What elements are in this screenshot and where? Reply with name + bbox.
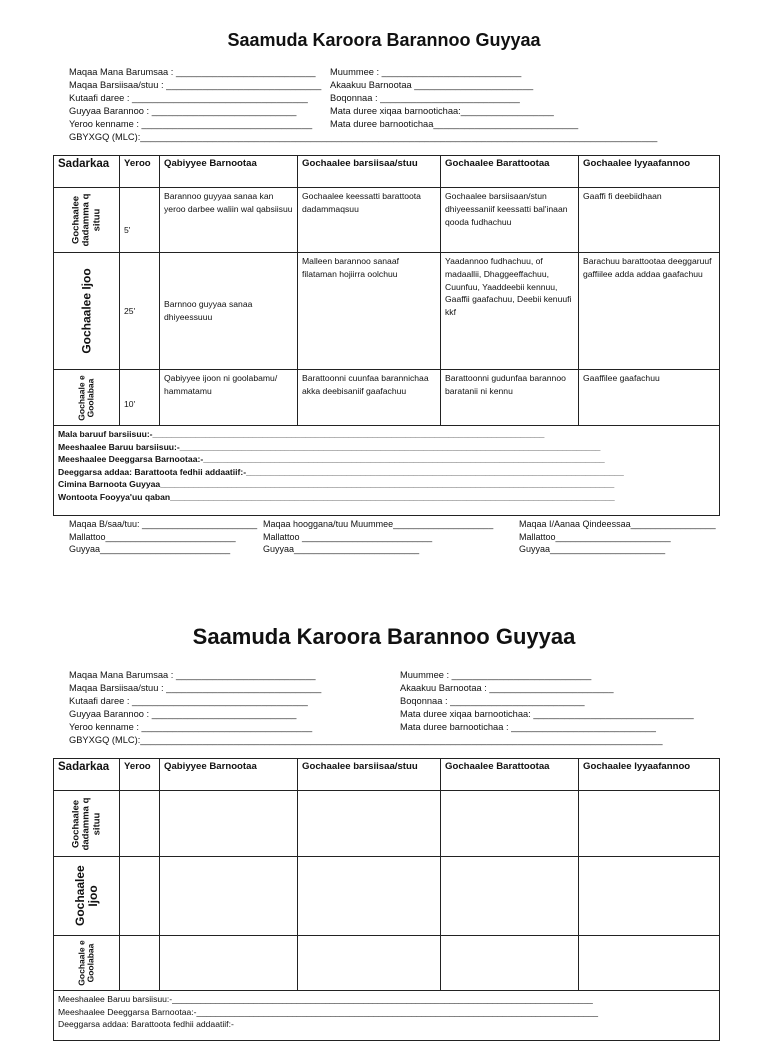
header-student-activities: Gochaalee Barattootaa: [441, 156, 579, 188]
note-support-materials[interactable]: Meeshaalee Deeggarsa Barnootaa:-____________________________________________________________________________________: [58, 454, 605, 465]
field-subject-type[interactable]: Akaakuu Barnootaa : ________________________: [400, 683, 614, 693]
header-content: Qabiyyee Barnootaa: [160, 759, 298, 791]
student-cell[interactable]: [441, 791, 579, 857]
stage-label: Gochaale e Goolabaa: [76, 374, 96, 421]
teacher-cell[interactable]: [298, 791, 441, 857]
table-header-row: [54, 759, 720, 791]
note-teaching-materials[interactable]: Meeshaalee Baruu barsiisuu:-________________________________________________________________________________________: [58, 994, 593, 1004]
student-cell[interactable]: [441, 936, 579, 991]
field-lesson-date[interactable]: Guyyaa Barannoo : ____________________________: [69, 709, 297, 719]
time-cell[interactable]: [120, 791, 160, 857]
student-cell[interactable]: [441, 857, 579, 936]
assessment-cell[interactable]: [579, 791, 720, 857]
content-cell[interactable]: [160, 791, 298, 857]
stage-label: Gochaalee Ijoo: [78, 268, 93, 354]
table-row: [54, 936, 720, 991]
table-row: [54, 791, 720, 857]
stage-cell: [54, 791, 120, 857]
content-cell: Barannoo guyyaa sanaa kan yeroo darbee waliin wal qabsiisuu: [160, 188, 298, 253]
time-cell[interactable]: [120, 936, 160, 991]
field-subtopic[interactable]: Mata duree xiqaa barnootichaa: _______________________________: [400, 709, 694, 719]
content-cell: Qabiyyee ijoon ni goolabamu/ hammatamu: [160, 370, 298, 426]
field-gbyxgq[interactable]: GBYXGQ (MLC):____________________________________________________________________________________________________: [69, 132, 658, 142]
field-subtopic[interactable]: Mata duree xiqaa barnootichaa:__________________: [330, 106, 554, 116]
header-student-activities: Gochaalee Barattootaa: [441, 759, 579, 791]
note-teaching-method[interactable]: Mala baruuf barsiisuu:-__________________________________________________________________________________: [58, 429, 545, 439]
student-cell: Yaadannoo fudhachuu, of madaallii, Dhaggeeffachuu, Cuunfuu, Yaaddeebii kennuu, Gaaffii gaafachuu, Deebii kenuufi kkf: [441, 253, 579, 370]
note-special-needs-support[interactable]: Deeggarsa addaa: Barattoota fedhii addaatiif:-: [58, 1019, 234, 1030]
teacher-cell: Malleen barannoo sanaaf filataman hojiirra oolchuu: [298, 253, 441, 370]
assessment-cell: Gaaffilee gaafachuu: [579, 370, 720, 426]
assessment-cell: Barachuu barattootaa deeggaruuf gaffiilee adda addaa gaafachuu: [579, 253, 720, 370]
header-stage: Sadarkaa: [54, 156, 120, 188]
field-subject-type[interactable]: Akaakuu Barnootaa _______________________: [330, 80, 534, 90]
form1-left-fields: [69, 66, 321, 131]
content-cell[interactable]: [160, 936, 298, 991]
stage-cell: [54, 188, 120, 253]
sig-coordinator-date[interactable]: Guyyaa_______________________: [519, 544, 666, 555]
sig-teacher-name[interactable]: Maqaa B/saa/tuu: _______________________: [69, 519, 258, 529]
stage-cell: [54, 370, 120, 426]
header-stage: Sadarkaa: [54, 759, 120, 791]
field-department[interactable]: Muummee : ___________________________: [400, 670, 592, 680]
field-school-name[interactable]: Maqaa Mana Barumsaa : ___________________________: [69, 67, 316, 77]
time-cell: 10': [120, 370, 160, 426]
student-cell: Barattoonni gudunfaa barannoo baratanii ni kennu: [441, 370, 579, 426]
field-gbyxgq[interactable]: GBYXGQ (MLC):_____________________________________________________________________________________________________: [69, 735, 663, 745]
content-cell: Barnnoo guyyaa sanaa dhiyeessuuu: [160, 253, 298, 370]
signature-col-head: [263, 518, 493, 556]
stage-label: Gochaalee dadamma q situu: [69, 193, 102, 247]
stage-cell: [54, 253, 120, 370]
form1-title: Saamuda Karoora Barannoo Guyyaa: [227, 30, 541, 50]
teacher-cell[interactable]: [298, 936, 441, 991]
sig-teacher-date[interactable]: Guyyaa__________________________: [69, 544, 231, 555]
field-topic[interactable]: Mata duree barnootichaa : ____________________________: [400, 722, 656, 732]
assessment-cell[interactable]: [579, 936, 720, 991]
sig-coordinator-signature[interactable]: Mallattoo_______________________: [519, 531, 671, 542]
content-cell[interactable]: [160, 857, 298, 936]
field-teacher-name[interactable]: Maqaa Barsiisaa/stuu : ______________________________: [69, 683, 322, 693]
field-grade-section[interactable]: Kutaafi daree : __________________________________: [69, 696, 308, 706]
header-time: Yeroo: [120, 156, 160, 188]
table-row: [54, 253, 720, 370]
stage-label: Gochaalee dadamma q situu: [69, 797, 102, 850]
time-cell: 25': [120, 253, 160, 370]
teacher-cell[interactable]: [298, 857, 441, 936]
form2-right-fields: [400, 669, 694, 734]
field-school-name[interactable]: Maqaa Mana Barumsaa : ___________________________: [69, 670, 316, 680]
field-time-given[interactable]: Yeroo kenname : _________________________________: [69, 722, 313, 732]
student-cell: Gochaalee barsiisaan/stun dhiyeessaniif keessatti bal'inaan qooda fudhachuu: [441, 188, 579, 253]
header-teacher-activities: Gochaalee barsiisaa/stuu: [298, 156, 441, 188]
header-assessment-activities: Gochaalee Iyyaafannoo: [579, 759, 720, 791]
field-lesson-date[interactable]: Guyyaa Barannoo : ____________________________: [69, 106, 297, 116]
form1-right-fields: [330, 66, 578, 131]
time-cell: 5': [120, 188, 160, 253]
table-row: [54, 188, 720, 253]
stage-cell: [54, 936, 120, 991]
notes-cell: [54, 426, 720, 516]
form1-lesson-plan-table: [53, 155, 720, 516]
notes-row: [54, 991, 720, 1041]
header-time: Yeroo: [120, 759, 160, 791]
assessment-cell[interactable]: [579, 857, 720, 936]
header-content: Qabiyyee Barnootaa: [160, 156, 298, 188]
field-topic[interactable]: Mata duree barnootichaa____________________________: [330, 119, 579, 129]
field-teacher-name[interactable]: Maqaa Barsiisaa/stuu : ______________________________: [69, 80, 322, 90]
table-header-row: [54, 156, 720, 188]
teacher-cell: Gochaalee keessatti barattoota dadammaqsuu: [298, 188, 441, 253]
signature-col-teacher: [69, 518, 257, 556]
stage-cell: [54, 857, 120, 936]
note-lesson-strengths[interactable]: Cimina Barnoota Guyyaa_______________________________________________________________________________________________: [58, 479, 615, 490]
field-time-given[interactable]: Yeroo kenname : _________________________________: [69, 119, 313, 129]
field-department[interactable]: Muummee : ___________________________: [330, 67, 522, 77]
form2-title: Saamuda Karoora Barannoo Guyyaa: [192, 624, 576, 649]
table-row: [54, 370, 720, 426]
teacher-cell: Barattoonni cuunfaa barannichaa akka deebisaniif gaafachuu: [298, 370, 441, 426]
table-row: [54, 857, 720, 936]
sig-head-signature[interactable]: Mallattoo __________________________: [263, 531, 433, 542]
field-grade-section[interactable]: Kutaafi daree : __________________________________: [69, 93, 308, 103]
sig-head-name[interactable]: Maqaa hooggana/tuu Muummee____________________: [263, 519, 494, 529]
assessment-cell: Gaaffi fi deebiidhaan: [579, 188, 720, 253]
field-unit[interactable]: Boqonnaa : ___________________________: [330, 93, 520, 103]
sig-coordinator-name[interactable]: Maqaa I/Aanaa Qindeessaa_________________: [519, 519, 716, 529]
stage-label: Gochaale e Goolabaa: [76, 940, 96, 986]
field-unit[interactable]: Boqonnaa : __________________________: [400, 696, 585, 706]
sig-teacher-signature[interactable]: Mallattoo__________________________: [69, 531, 236, 542]
note-special-needs-support[interactable]: Deeggarsa addaa: Barattoota fedhii addaatiif:-_______________________________________________________________________________: [58, 466, 624, 477]
form2-left-fields: [69, 669, 321, 734]
signature-col-coordinator: [519, 518, 716, 556]
note-improvements[interactable]: Wontoota Fooyya'uu qaban_____________________________________________________________________________________________: [58, 491, 615, 502]
note-support-materials[interactable]: Meeshaalee Deeggarsa Barnootaa:-____________________________________________________________________________________: [58, 1006, 599, 1017]
stage-label: Gochaalee Ijoo: [72, 865, 100, 926]
sig-head-date[interactable]: Guyyaa_________________________: [263, 544, 420, 555]
time-cell[interactable]: [120, 857, 160, 936]
notes-cell: [54, 991, 720, 1041]
form2-lesson-plan-table: [53, 758, 720, 1041]
header-assessment-activities: Gochaalee Iyyaafannoo: [579, 156, 720, 188]
header-teacher-activities: Gochaalee barsiisaa/stuu: [298, 759, 441, 791]
note-teaching-materials[interactable]: Meeshaalee Baruu barsiisuu:-________________________________________________________________________________________: [58, 441, 601, 452]
notes-row: [54, 426, 720, 516]
